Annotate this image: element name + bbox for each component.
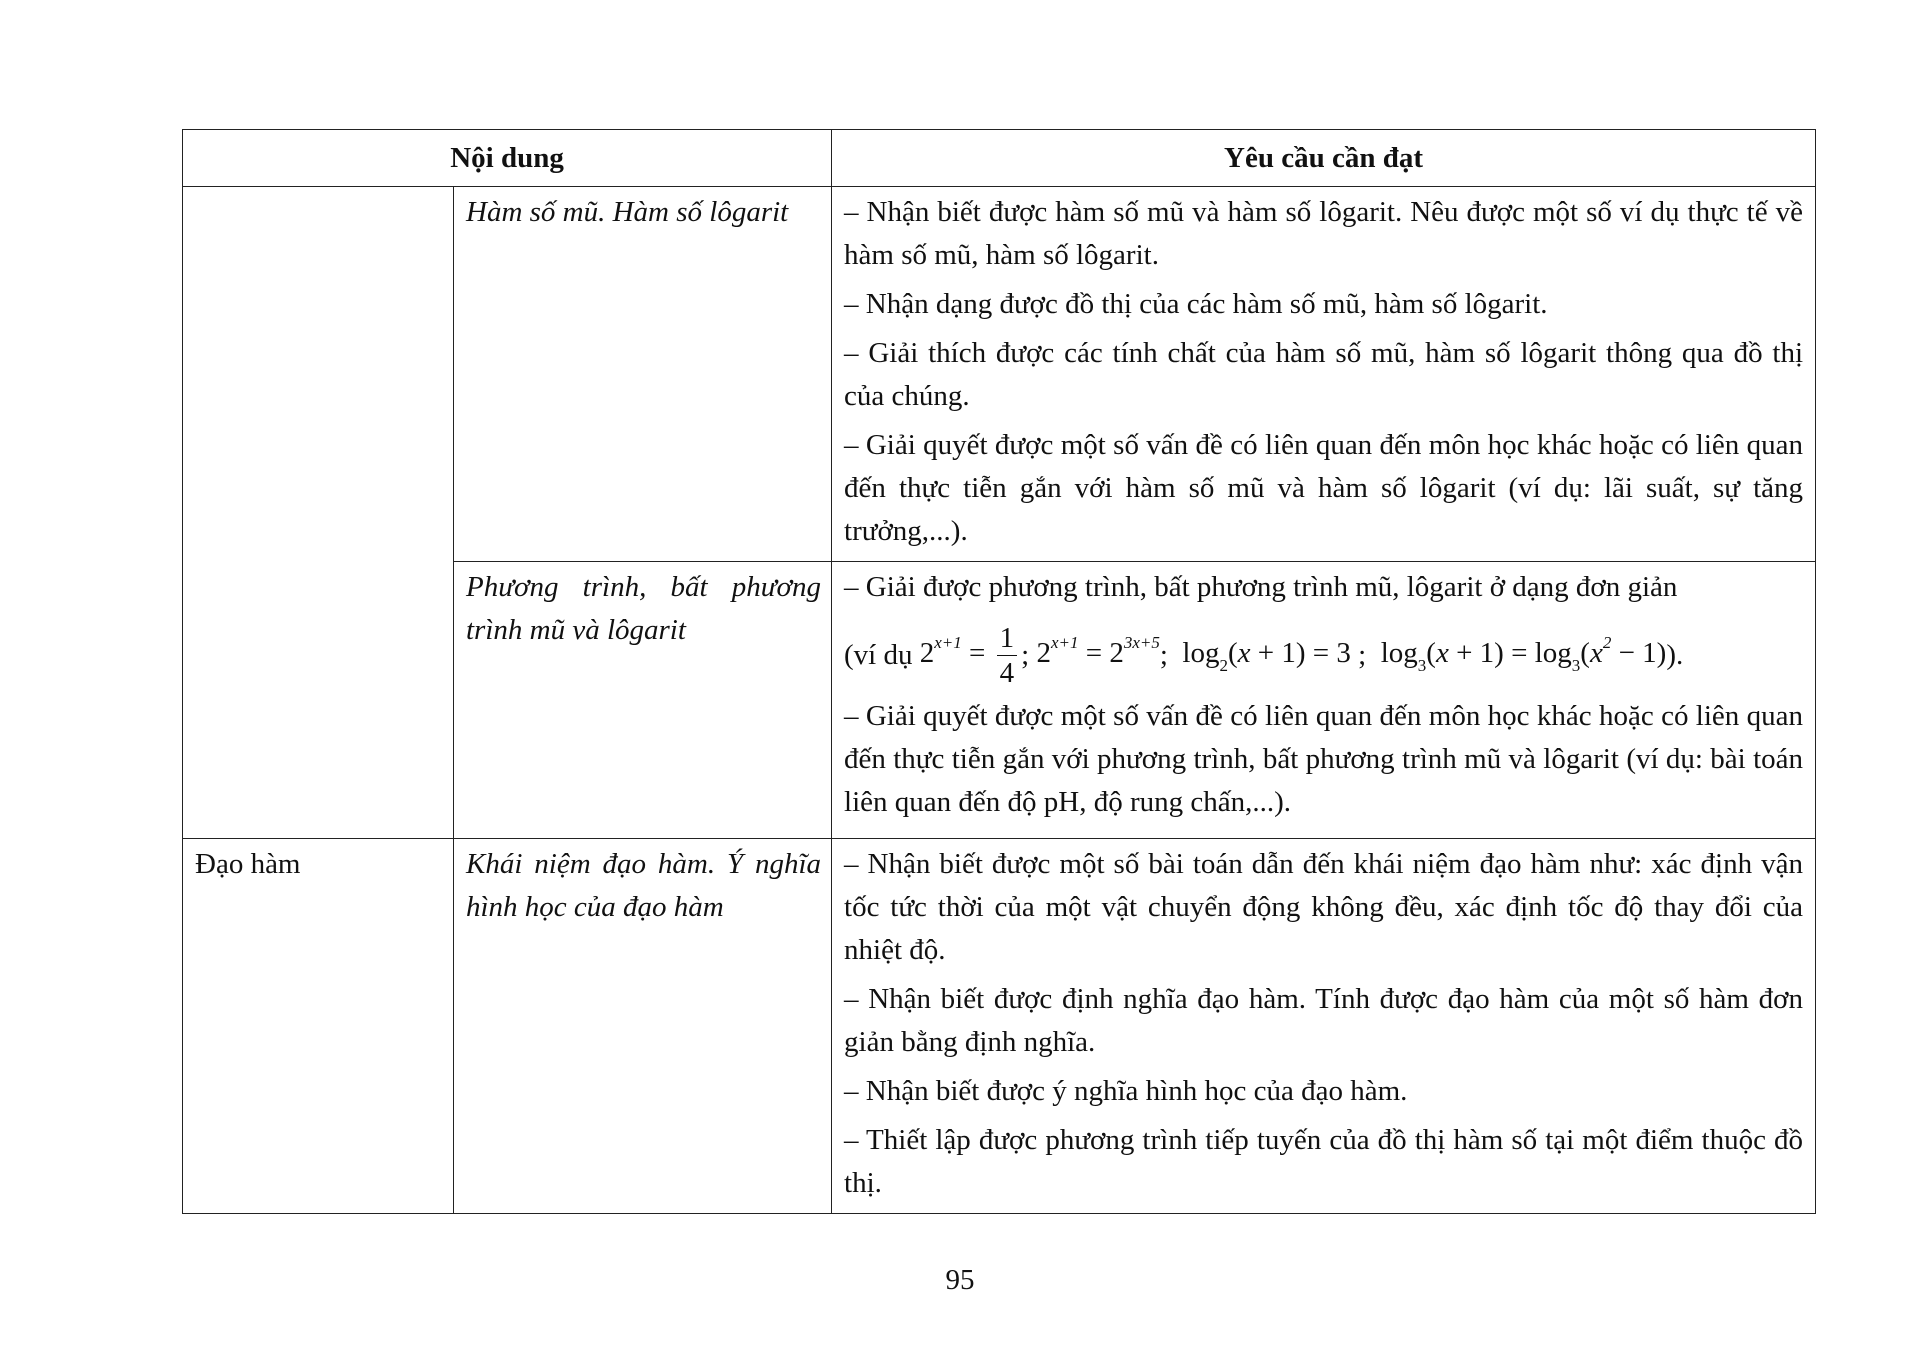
curriculum-table [182,129,1816,1214]
example-prefix: (ví dụ [844,638,913,671]
math-equation-2: $2^{x+1} = 2^{3x+5}$ [1036,633,1160,669]
requirements-cell [832,187,1816,562]
requirement-item: – Thiết lập được phương trình tiếp tuyến của đồ thị hàm số tại một điểm thuộc đồ thị. [844,1124,1804,1199]
topic-cell [183,187,454,839]
requirement-item: – Giải thích được các tính chất của hàm số mũ, hàm số lôgarit thông qua đồ thị của chúng. [844,337,1804,412]
content-cell: Khái niệm đạo hàm. Ý nghĩa hình học của đạo hàm [454,839,832,1214]
requirement-item: – Nhận biết được ý nghĩa hình học của đạo hàm. [844,1075,1408,1107]
requirement-item: – Giải quyết được một số vấn đề có liên quan đến môn học khác hoặc có liên quan đến thực tiễn gắn với phương trình, bất phương trình mũ và lôgarit (ví dụ: bài toán liên quan đến độ pH, độ rung chấn,...). [844,700,1804,818]
requirement-item: – Nhận biết được một số bài toán dẫn đến khái niệm đạo hàm như: xác định vận tốc tức thời của một vật chuyển động không đều, xác định tốc độ thay đổi của nhiệt độ. [844,848,1804,966]
example-formulas: (ví dụ $2^{x+1}$ = $\frac{1}{4}$ ; $2^{x+1} = 2^{3x+5}$ ; $\log_2(x + 1) = 3$ ; $\log_3(x + 1) = \log_3(x^2 - 1)$ ). [844,621,1684,689]
requirement-item: – Giải được phương trình, bất phương trình mũ, lôgarit ở dạng đơn giản [844,571,1678,603]
table-header-row [183,130,1816,187]
table-row [183,187,1816,562]
header-requirements: Yêu cầu cần đạt [832,130,1816,187]
content-cell: Phương trình, bất phương trình mũ và lôgarit [454,562,832,839]
requirement-item: – Nhận biết được định nghĩa đạo hàm. Tính được đạo hàm của một số hàm đơn giản bằng định nghĩa. [844,983,1804,1058]
header-content: Nội dung [183,130,832,187]
math-equation-4: $\log_3(x + 1) = \log_3(x^2 - 1)$ [1380,633,1667,675]
math-equation-1: $2^{x+1}$ = $\frac{1}{4}$ [920,621,1021,690]
page-number: 95 [945,1264,975,1296]
content-cell: Hàm số mũ. Hàm số lôgarit [454,187,832,562]
table-row [183,839,1816,1214]
example-suffix: ). [1666,638,1684,671]
requirements-cell [832,562,1816,839]
topic-cell: Đạo hàm [183,839,454,1214]
requirements-cell [832,839,1816,1214]
requirement-item: – Giải quyết được một số vấn đề có liên quan đến môn học khác hoặc có liên quan đến thực tiễn gắn với hàm số mũ và hàm số lôgarit (ví dụ: lãi suất, sự tăng trưởng,...). [844,429,1804,547]
requirement-item: – Nhận dạng được đồ thị của các hàm số mũ, hàm số lôgarit. [844,288,1548,320]
math-equation-3: $\log_2(x + 1) = 3$ [1182,637,1351,675]
requirement-item: – Nhận biết được hàm số mũ và hàm số lôgarit. Nêu được một số ví dụ thực tế về hàm số mũ, hàm số lôgarit. [844,196,1804,271]
